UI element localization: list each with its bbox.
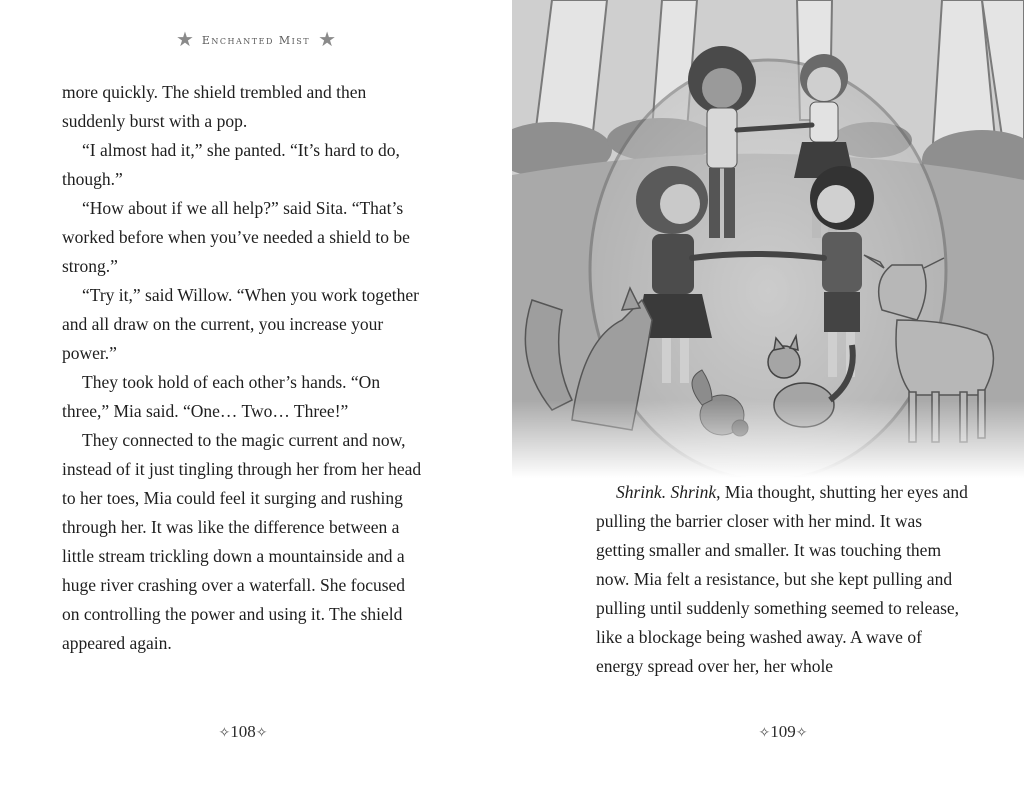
sparkle-icon: ✧: [255, 726, 268, 741]
star-icon: ★: [318, 29, 337, 51]
paragraph-rest: , Mia thought, shutting her eyes and pulling the barrier closer with her mind. It was getting smaller and smaller. It was touching them now. Mia felt a resistance, but she kept pulling and pulling until suddenly something seemed to release, like a blockage being washed away. A wave of energy spread over her, her whole: [596, 482, 968, 676]
right-page: [512, 0, 1024, 788]
paragraph: They took hold of each other’s hands. “On three,” Mia said. “One… Two… Three!”: [62, 372, 381, 421]
paragraph: [596, 478, 968, 681]
page-number-108: [143, 722, 343, 742]
running-head: [0, 30, 512, 50]
paragraph: “Try it,” said Willow. “When you work together and all draw on the current, you increase your power.”: [62, 285, 419, 363]
sparkle-icon: ✧: [758, 726, 771, 741]
star-icon: ★: [175, 29, 194, 51]
illustration-fade: [512, 400, 1024, 478]
paragraph: more quickly. The shield trembled and then suddenly burst with a pop.: [62, 82, 367, 131]
paragraph: “I almost had it,” she panted. “It’s hard to do, though.”: [62, 140, 400, 189]
italic-lead: Shrink. Shrink: [616, 482, 717, 502]
running-head-title: Enchanted Mist: [201, 33, 311, 47]
right-page-text: [596, 478, 968, 681]
sparkle-icon: ✧: [218, 726, 231, 741]
paragraph: They connected to the magic current and now, instead of it just tingling through her from her head to her toes, Mia could feel it surging and rushing through her. It was like the difference between a little stream trickling down a mountainside and a huge river crashing over a waterfall. She focused on controlling the power and using it. The shield appeared again.: [62, 430, 422, 653]
paragraph: “How about if we all help?” said Sita. “That’s worked before when you’ve needed a shield to be strong.”: [62, 198, 410, 276]
forest-circle-illustration: [512, 0, 1024, 478]
page-number-value: 108: [230, 722, 256, 741]
left-page-text: [62, 78, 424, 658]
page-number-value: 109: [770, 722, 796, 741]
page-number-109: [683, 722, 883, 742]
sparkle-icon: ✧: [795, 726, 808, 741]
